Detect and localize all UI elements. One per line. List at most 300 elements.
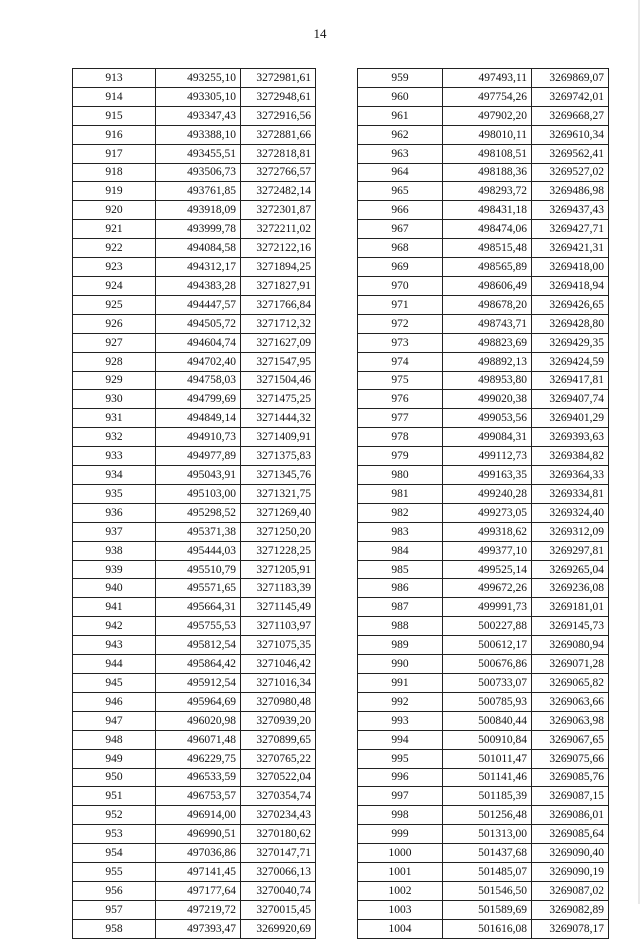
y-coordinate-cell: 3269527,02 bbox=[532, 163, 609, 182]
x-coordinate-cell: 495812,54 bbox=[156, 636, 241, 655]
y-coordinate-cell: 3269437,43 bbox=[532, 201, 609, 220]
x-coordinate-cell: 501589,69 bbox=[443, 900, 532, 919]
y-coordinate-cell: 3269078,17 bbox=[532, 919, 609, 938]
x-coordinate-cell: 495912,54 bbox=[156, 674, 241, 693]
x-coordinate-cell: 497902,20 bbox=[443, 106, 532, 125]
table-row bbox=[73, 276, 316, 295]
table-body bbox=[358, 69, 609, 939]
point-number-cell: 966 bbox=[358, 201, 443, 220]
x-coordinate-cell: 493388,10 bbox=[156, 125, 241, 144]
table-row bbox=[73, 409, 316, 428]
point-number-cell: 925 bbox=[73, 295, 156, 314]
x-coordinate-cell: 494799,69 bbox=[156, 390, 241, 409]
point-number-cell: 995 bbox=[358, 749, 443, 768]
point-number-cell: 942 bbox=[73, 617, 156, 636]
point-number-cell: 963 bbox=[358, 144, 443, 163]
table-row bbox=[73, 144, 316, 163]
table-row bbox=[73, 503, 316, 522]
table-row bbox=[358, 825, 609, 844]
table-row bbox=[358, 69, 609, 88]
y-coordinate-cell: 3271075,35 bbox=[241, 636, 316, 655]
y-coordinate-cell: 3271475,25 bbox=[241, 390, 316, 409]
y-coordinate-cell: 3272981,61 bbox=[241, 69, 316, 88]
y-coordinate-cell: 3272818,81 bbox=[241, 144, 316, 163]
x-coordinate-cell: 498293,72 bbox=[443, 182, 532, 201]
point-number-cell: 919 bbox=[73, 182, 156, 201]
x-coordinate-cell: 495371,38 bbox=[156, 522, 241, 541]
y-coordinate-cell: 3271016,34 bbox=[241, 674, 316, 693]
table-row bbox=[358, 258, 609, 277]
x-coordinate-cell: 494702,40 bbox=[156, 352, 241, 371]
x-coordinate-cell: 496229,75 bbox=[156, 749, 241, 768]
coordinates-table-right bbox=[357, 68, 609, 939]
x-coordinate-cell: 493506,73 bbox=[156, 163, 241, 182]
x-coordinate-cell: 493305,10 bbox=[156, 87, 241, 106]
point-number-cell: 985 bbox=[358, 560, 443, 579]
table-row bbox=[358, 881, 609, 900]
point-number-cell: 994 bbox=[358, 730, 443, 749]
point-number-cell: 948 bbox=[73, 730, 156, 749]
table-row bbox=[358, 787, 609, 806]
x-coordinate-cell: 495755,53 bbox=[156, 617, 241, 636]
y-coordinate-cell: 3269742,01 bbox=[532, 87, 609, 106]
point-number-cell: 984 bbox=[358, 541, 443, 560]
point-number-cell: 940 bbox=[73, 579, 156, 598]
table-row bbox=[73, 201, 316, 220]
point-number-cell: 913 bbox=[73, 69, 156, 88]
table-row bbox=[73, 295, 316, 314]
table-row bbox=[73, 806, 316, 825]
x-coordinate-cell: 495298,52 bbox=[156, 503, 241, 522]
point-number-cell: 991 bbox=[358, 674, 443, 693]
table-row bbox=[73, 598, 316, 617]
x-coordinate-cell: 499273,05 bbox=[443, 503, 532, 522]
x-coordinate-cell: 498892,13 bbox=[443, 352, 532, 371]
point-number-cell: 955 bbox=[73, 863, 156, 882]
y-coordinate-cell: 3271269,40 bbox=[241, 503, 316, 522]
point-number-cell: 931 bbox=[73, 409, 156, 428]
table-row bbox=[73, 881, 316, 900]
table-row bbox=[73, 106, 316, 125]
x-coordinate-cell: 496753,57 bbox=[156, 787, 241, 806]
x-coordinate-cell: 493999,78 bbox=[156, 220, 241, 239]
y-coordinate-cell: 3269087,02 bbox=[532, 881, 609, 900]
y-coordinate-cell: 3269429,35 bbox=[532, 333, 609, 352]
table-row bbox=[73, 484, 316, 503]
x-coordinate-cell: 501313,00 bbox=[443, 825, 532, 844]
table-row bbox=[73, 636, 316, 655]
y-coordinate-cell: 3269085,76 bbox=[532, 768, 609, 787]
table-row bbox=[358, 125, 609, 144]
y-coordinate-cell: 3269428,80 bbox=[532, 314, 609, 333]
point-number-cell: 922 bbox=[73, 239, 156, 258]
point-number-cell: 989 bbox=[358, 636, 443, 655]
y-coordinate-cell: 3269236,08 bbox=[532, 579, 609, 598]
table-row bbox=[358, 106, 609, 125]
y-coordinate-cell: 3271205,91 bbox=[241, 560, 316, 579]
point-number-cell: 998 bbox=[358, 806, 443, 825]
x-coordinate-cell: 498678,20 bbox=[443, 295, 532, 314]
point-number-cell: 968 bbox=[358, 239, 443, 258]
point-number-cell: 921 bbox=[73, 220, 156, 239]
y-coordinate-cell: 3272211,02 bbox=[241, 220, 316, 239]
y-coordinate-cell: 3269265,04 bbox=[532, 560, 609, 579]
x-coordinate-cell: 493455,51 bbox=[156, 144, 241, 163]
y-coordinate-cell: 3271547,95 bbox=[241, 352, 316, 371]
y-coordinate-cell: 3271444,32 bbox=[241, 409, 316, 428]
point-number-cell: 1001 bbox=[358, 863, 443, 882]
x-coordinate-cell: 496533,59 bbox=[156, 768, 241, 787]
x-coordinate-cell: 498606,49 bbox=[443, 276, 532, 295]
table-row bbox=[358, 144, 609, 163]
point-number-cell: 960 bbox=[358, 87, 443, 106]
y-coordinate-cell: 3269075,66 bbox=[532, 749, 609, 768]
table-row bbox=[73, 163, 316, 182]
y-coordinate-cell: 3271046,42 bbox=[241, 655, 316, 674]
table-row bbox=[73, 749, 316, 768]
table-row bbox=[358, 428, 609, 447]
table-row bbox=[358, 598, 609, 617]
point-number-cell: 1002 bbox=[358, 881, 443, 900]
table-row bbox=[358, 466, 609, 485]
table-row bbox=[73, 579, 316, 598]
point-number-cell: 979 bbox=[358, 447, 443, 466]
y-coordinate-cell: 3270180,62 bbox=[241, 825, 316, 844]
point-number-cell: 949 bbox=[73, 749, 156, 768]
point-number-cell: 971 bbox=[358, 295, 443, 314]
x-coordinate-cell: 499240,28 bbox=[443, 484, 532, 503]
table-body bbox=[73, 69, 316, 939]
x-coordinate-cell: 497177,64 bbox=[156, 881, 241, 900]
y-coordinate-cell: 3271827,91 bbox=[241, 276, 316, 295]
x-coordinate-cell: 501185,39 bbox=[443, 787, 532, 806]
y-coordinate-cell: 3269085,64 bbox=[532, 825, 609, 844]
y-coordinate-cell: 3269063,98 bbox=[532, 711, 609, 730]
y-coordinate-cell: 3269080,94 bbox=[532, 636, 609, 655]
y-coordinate-cell: 3269424,59 bbox=[532, 352, 609, 371]
table-row bbox=[73, 655, 316, 674]
point-number-cell: 934 bbox=[73, 466, 156, 485]
x-coordinate-cell: 498188,36 bbox=[443, 163, 532, 182]
y-coordinate-cell: 3269071,28 bbox=[532, 655, 609, 674]
x-coordinate-cell: 499163,35 bbox=[443, 466, 532, 485]
x-coordinate-cell: 499053,56 bbox=[443, 409, 532, 428]
y-coordinate-cell: 3269421,31 bbox=[532, 239, 609, 258]
x-coordinate-cell: 498108,51 bbox=[443, 144, 532, 163]
table-row bbox=[73, 466, 316, 485]
y-coordinate-cell: 3269920,69 bbox=[241, 919, 316, 938]
y-coordinate-cell: 3271627,09 bbox=[241, 333, 316, 352]
point-number-cell: 958 bbox=[73, 919, 156, 938]
x-coordinate-cell: 497754,26 bbox=[443, 87, 532, 106]
x-coordinate-cell: 498823,69 bbox=[443, 333, 532, 352]
x-coordinate-cell: 501616,08 bbox=[443, 919, 532, 938]
point-number-cell: 967 bbox=[358, 220, 443, 239]
point-number-cell: 962 bbox=[358, 125, 443, 144]
y-coordinate-cell: 3270522,04 bbox=[241, 768, 316, 787]
y-coordinate-cell: 3271345,76 bbox=[241, 466, 316, 485]
table-row bbox=[358, 220, 609, 239]
table-row bbox=[73, 674, 316, 693]
y-coordinate-cell: 3271712,32 bbox=[241, 314, 316, 333]
point-number-cell: 951 bbox=[73, 787, 156, 806]
table-row bbox=[358, 863, 609, 882]
page-number: 14 bbox=[313, 26, 327, 41]
point-number-cell: 944 bbox=[73, 655, 156, 674]
table-row bbox=[73, 919, 316, 938]
point-number-cell: 976 bbox=[358, 390, 443, 409]
point-number-cell: 997 bbox=[358, 787, 443, 806]
y-coordinate-cell: 3272948,61 bbox=[241, 87, 316, 106]
x-coordinate-cell: 498474,06 bbox=[443, 220, 532, 239]
point-number-cell: 987 bbox=[358, 598, 443, 617]
y-coordinate-cell: 3269082,89 bbox=[532, 900, 609, 919]
table-row bbox=[358, 314, 609, 333]
table-row bbox=[358, 768, 609, 787]
y-coordinate-cell: 3269418,94 bbox=[532, 276, 609, 295]
x-coordinate-cell: 499991,73 bbox=[443, 598, 532, 617]
x-coordinate-cell: 494977,89 bbox=[156, 447, 241, 466]
point-number-cell: 1000 bbox=[358, 844, 443, 863]
x-coordinate-cell: 496990,51 bbox=[156, 825, 241, 844]
y-coordinate-cell: 3270765,22 bbox=[241, 749, 316, 768]
x-coordinate-cell: 498743,71 bbox=[443, 314, 532, 333]
coordinates-table-left bbox=[72, 68, 316, 939]
point-number-cell: 975 bbox=[358, 371, 443, 390]
point-number-cell: 964 bbox=[358, 163, 443, 182]
y-coordinate-cell: 3269090,19 bbox=[532, 863, 609, 882]
table-row bbox=[358, 163, 609, 182]
table-row bbox=[73, 220, 316, 239]
point-number-cell: 938 bbox=[73, 541, 156, 560]
y-coordinate-cell: 3270066,13 bbox=[241, 863, 316, 882]
x-coordinate-cell: 499020,38 bbox=[443, 390, 532, 409]
x-coordinate-cell: 495864,42 bbox=[156, 655, 241, 674]
point-number-cell: 993 bbox=[358, 711, 443, 730]
x-coordinate-cell: 497036,86 bbox=[156, 844, 241, 863]
point-number-cell: 927 bbox=[73, 333, 156, 352]
y-coordinate-cell: 3271375,83 bbox=[241, 447, 316, 466]
point-number-cell: 947 bbox=[73, 711, 156, 730]
table-row bbox=[358, 749, 609, 768]
table-row bbox=[358, 692, 609, 711]
table-row bbox=[73, 863, 316, 882]
x-coordinate-cell: 496914,00 bbox=[156, 806, 241, 825]
table-row bbox=[358, 182, 609, 201]
table-row bbox=[73, 692, 316, 711]
point-number-cell: 956 bbox=[73, 881, 156, 900]
x-coordinate-cell: 494604,74 bbox=[156, 333, 241, 352]
y-coordinate-cell: 3271766,84 bbox=[241, 295, 316, 314]
x-coordinate-cell: 500612,17 bbox=[443, 636, 532, 655]
y-coordinate-cell: 3269087,15 bbox=[532, 787, 609, 806]
x-coordinate-cell: 495571,65 bbox=[156, 579, 241, 598]
point-number-cell: 929 bbox=[73, 371, 156, 390]
table-row bbox=[358, 333, 609, 352]
x-coordinate-cell: 493918,09 bbox=[156, 201, 241, 220]
table-row bbox=[73, 522, 316, 541]
point-number-cell: 981 bbox=[358, 484, 443, 503]
y-coordinate-cell: 3272122,16 bbox=[241, 239, 316, 258]
point-number-cell: 953 bbox=[73, 825, 156, 844]
point-number-cell: 916 bbox=[73, 125, 156, 144]
point-number-cell: 914 bbox=[73, 87, 156, 106]
table-row bbox=[358, 806, 609, 825]
point-number-cell: 941 bbox=[73, 598, 156, 617]
y-coordinate-cell: 3269063,66 bbox=[532, 692, 609, 711]
x-coordinate-cell: 494447,57 bbox=[156, 295, 241, 314]
y-coordinate-cell: 3272916,56 bbox=[241, 106, 316, 125]
y-coordinate-cell: 3269364,33 bbox=[532, 466, 609, 485]
x-coordinate-cell: 501256,48 bbox=[443, 806, 532, 825]
table-row bbox=[73, 428, 316, 447]
y-coordinate-cell: 3270147,71 bbox=[241, 844, 316, 863]
y-coordinate-cell: 3270015,45 bbox=[241, 900, 316, 919]
point-number-cell: 999 bbox=[358, 825, 443, 844]
x-coordinate-cell: 494910,73 bbox=[156, 428, 241, 447]
y-coordinate-cell: 3269090,40 bbox=[532, 844, 609, 863]
x-coordinate-cell: 498010,11 bbox=[443, 125, 532, 144]
point-number-cell: 937 bbox=[73, 522, 156, 541]
point-number-cell: 933 bbox=[73, 447, 156, 466]
point-number-cell: 926 bbox=[73, 314, 156, 333]
x-coordinate-cell: 493255,10 bbox=[156, 69, 241, 88]
point-number-cell: 965 bbox=[358, 182, 443, 201]
y-coordinate-cell: 3271321,75 bbox=[241, 484, 316, 503]
point-number-cell: 930 bbox=[73, 390, 156, 409]
table-row bbox=[73, 541, 316, 560]
x-coordinate-cell: 493347,43 bbox=[156, 106, 241, 125]
y-coordinate-cell: 3269065,82 bbox=[532, 674, 609, 693]
point-number-cell: 973 bbox=[358, 333, 443, 352]
x-coordinate-cell: 499525,14 bbox=[443, 560, 532, 579]
point-number-cell: 915 bbox=[73, 106, 156, 125]
point-number-cell: 980 bbox=[358, 466, 443, 485]
point-number-cell: 977 bbox=[358, 409, 443, 428]
table-row bbox=[73, 390, 316, 409]
table-row bbox=[358, 371, 609, 390]
table-row bbox=[358, 674, 609, 693]
table-row bbox=[358, 390, 609, 409]
x-coordinate-cell: 499672,26 bbox=[443, 579, 532, 598]
x-coordinate-cell: 501011,47 bbox=[443, 749, 532, 768]
x-coordinate-cell: 499112,73 bbox=[443, 447, 532, 466]
y-coordinate-cell: 3270899,65 bbox=[241, 730, 316, 749]
y-coordinate-cell: 3272301,87 bbox=[241, 201, 316, 220]
table-row bbox=[73, 333, 316, 352]
y-coordinate-cell: 3269393,63 bbox=[532, 428, 609, 447]
point-number-cell: 946 bbox=[73, 692, 156, 711]
x-coordinate-cell: 500840,44 bbox=[443, 711, 532, 730]
y-coordinate-cell: 3269334,81 bbox=[532, 484, 609, 503]
point-number-cell: 990 bbox=[358, 655, 443, 674]
table-row bbox=[358, 919, 609, 938]
y-coordinate-cell: 3269610,34 bbox=[532, 125, 609, 144]
y-coordinate-cell: 3269297,81 bbox=[532, 541, 609, 560]
y-coordinate-cell: 3269418,00 bbox=[532, 258, 609, 277]
table-row bbox=[73, 182, 316, 201]
x-coordinate-cell: 494849,14 bbox=[156, 409, 241, 428]
y-coordinate-cell: 3269324,40 bbox=[532, 503, 609, 522]
point-number-cell: 1004 bbox=[358, 919, 443, 938]
table-row bbox=[73, 371, 316, 390]
table-row bbox=[358, 484, 609, 503]
point-number-cell: 917 bbox=[73, 144, 156, 163]
y-coordinate-cell: 3270980,48 bbox=[241, 692, 316, 711]
x-coordinate-cell: 496071,48 bbox=[156, 730, 241, 749]
point-number-cell: 935 bbox=[73, 484, 156, 503]
point-number-cell: 939 bbox=[73, 560, 156, 579]
y-coordinate-cell: 3270354,74 bbox=[241, 787, 316, 806]
point-number-cell: 986 bbox=[358, 579, 443, 598]
table-row bbox=[358, 617, 609, 636]
point-number-cell: 952 bbox=[73, 806, 156, 825]
y-coordinate-cell: 3269384,82 bbox=[532, 447, 609, 466]
table-row bbox=[358, 541, 609, 560]
y-coordinate-cell: 3271183,39 bbox=[241, 579, 316, 598]
x-coordinate-cell: 495103,00 bbox=[156, 484, 241, 503]
table-row bbox=[73, 447, 316, 466]
point-number-cell: 996 bbox=[358, 768, 443, 787]
x-coordinate-cell: 501141,46 bbox=[443, 768, 532, 787]
y-coordinate-cell: 3269145,73 bbox=[532, 617, 609, 636]
point-number-cell: 943 bbox=[73, 636, 156, 655]
point-number-cell: 936 bbox=[73, 503, 156, 522]
y-coordinate-cell: 3271103,97 bbox=[241, 617, 316, 636]
table-row bbox=[73, 314, 316, 333]
point-number-cell: 1003 bbox=[358, 900, 443, 919]
table-row bbox=[73, 352, 316, 371]
y-coordinate-cell: 3269181,01 bbox=[532, 598, 609, 617]
y-coordinate-cell: 3269417,81 bbox=[532, 371, 609, 390]
point-number-cell: 988 bbox=[358, 617, 443, 636]
point-number-cell: 924 bbox=[73, 276, 156, 295]
y-coordinate-cell: 3270234,43 bbox=[241, 806, 316, 825]
point-number-cell: 950 bbox=[73, 768, 156, 787]
y-coordinate-cell: 3269427,71 bbox=[532, 220, 609, 239]
table-row bbox=[358, 295, 609, 314]
table-row bbox=[358, 636, 609, 655]
y-coordinate-cell: 3272766,57 bbox=[241, 163, 316, 182]
x-coordinate-cell: 498431,18 bbox=[443, 201, 532, 220]
point-number-cell: 959 bbox=[358, 69, 443, 88]
x-coordinate-cell: 499318,62 bbox=[443, 522, 532, 541]
x-coordinate-cell: 501546,50 bbox=[443, 881, 532, 900]
y-coordinate-cell: 3269067,65 bbox=[532, 730, 609, 749]
table-row bbox=[358, 655, 609, 674]
x-coordinate-cell: 498565,89 bbox=[443, 258, 532, 277]
table-row bbox=[73, 787, 316, 806]
y-coordinate-cell: 3269407,74 bbox=[532, 390, 609, 409]
point-number-cell: 978 bbox=[358, 428, 443, 447]
table-row bbox=[358, 503, 609, 522]
table-row bbox=[358, 87, 609, 106]
y-coordinate-cell: 3270939,20 bbox=[241, 711, 316, 730]
y-coordinate-cell: 3272482,14 bbox=[241, 182, 316, 201]
table-row bbox=[73, 258, 316, 277]
y-coordinate-cell: 3269401,29 bbox=[532, 409, 609, 428]
x-coordinate-cell: 500785,93 bbox=[443, 692, 532, 711]
y-coordinate-cell: 3269562,41 bbox=[532, 144, 609, 163]
point-number-cell: 974 bbox=[358, 352, 443, 371]
x-coordinate-cell: 495664,31 bbox=[156, 598, 241, 617]
x-coordinate-cell: 494312,17 bbox=[156, 258, 241, 277]
table-row bbox=[358, 239, 609, 258]
point-number-cell: 928 bbox=[73, 352, 156, 371]
x-coordinate-cell: 495510,79 bbox=[156, 560, 241, 579]
point-number-cell: 983 bbox=[358, 522, 443, 541]
point-number-cell: 954 bbox=[73, 844, 156, 863]
